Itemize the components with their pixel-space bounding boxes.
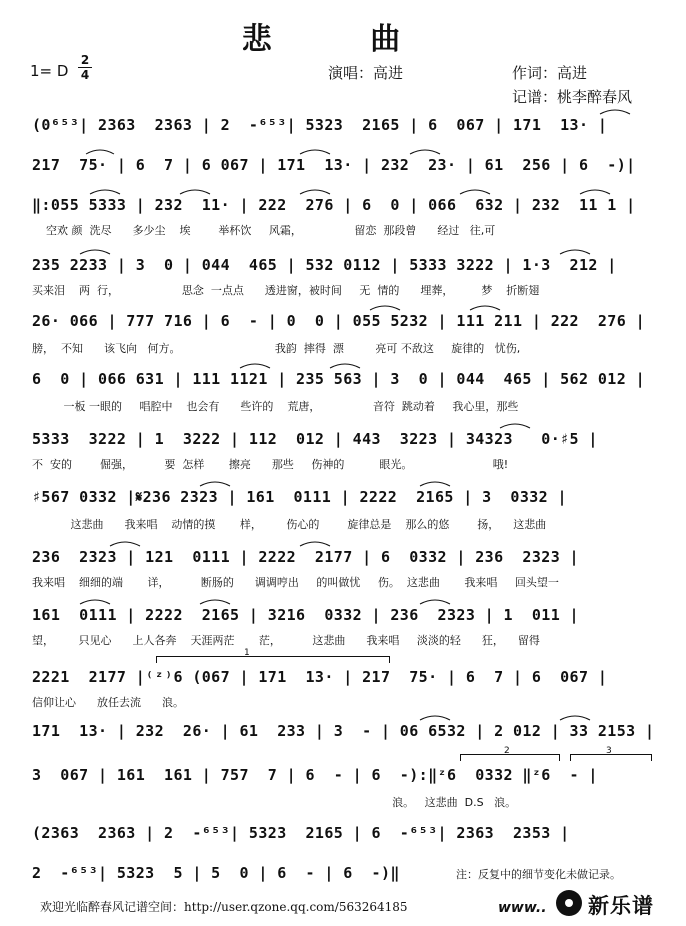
volta-label-1: 1	[244, 648, 250, 658]
lyric-row-11: 信仰让心 放任去流 浪。	[32, 696, 184, 709]
time-signature-top: 2	[80, 53, 90, 67]
slur	[300, 150, 330, 154]
logo-www: www..	[498, 900, 547, 916]
score-row-5: 26· 066 | 777 716 | 6 - | 0 0 | 055 5232 | 111 211 | 222 276 |	[32, 312, 645, 330]
slur	[180, 190, 210, 194]
score-row-2: 217 75· | 6 7 | 6 067 | 171 13· | 232 23· | 61 256 | 6 -)|	[32, 156, 636, 174]
website-notice: 欢迎光临醉春风记谱空间：http://user.qzone.qq.com/563264185	[40, 900, 408, 914]
slur	[300, 542, 330, 546]
score-row-3: ‖:055 5333 | 232 11· | 222 276 | 6 0 | 066 632 | 232 11 1 |	[32, 196, 636, 214]
transcriber-credit: 记谱：桃李醉春风	[512, 88, 633, 106]
slur	[600, 110, 630, 114]
lyric-row-7: 不 安的 倔强， 要 怎样 擦亮 那些 伤神的 眼光。 哦!	[32, 458, 509, 471]
score-row-11: 2221 2177 |⁽ᶻ⁾6 (067 | 171 13· | 217 75· | 6 7 | 6 067 |	[32, 668, 608, 686]
slur	[370, 306, 400, 310]
slur	[80, 250, 110, 254]
score-row-6: 6 0 | 066 631 | 111 1121 | 235 563 | 3 0 | 044 465 | 562 012 |	[32, 370, 645, 388]
slur	[300, 190, 330, 194]
slur	[560, 716, 590, 720]
key-signature: 1= D	[30, 62, 69, 80]
score-row-14: (2363 2363 | 2 -⁶⁵³| 5323 2165 | 6 -⁶⁵³| 2363 2353 |	[32, 824, 570, 842]
lyric-row-9: 我来唱 细细的端 详， 断肠的 调调哼出 的叫做忧 伤。 这悲曲 我来唱 回头望一	[32, 576, 559, 589]
time-signature-bottom: 4	[80, 68, 90, 82]
score-row-4: 235 2233 | 3 0 | 044 465 | 532 0112 | 5333 3222 | 1·3 212 |	[32, 256, 617, 274]
logo-name: 新乐谱	[588, 894, 654, 918]
volta-label-3: 3	[606, 746, 612, 756]
page-title: 悲 曲	[241, 22, 445, 57]
score-row-7: 5333 3222 | 1 3222 | 112 012 | 443 3223 | 34323 0·♯5 |	[32, 430, 598, 448]
slur	[420, 600, 450, 604]
music-disc-icon	[556, 890, 582, 916]
lyric-row-6: 一板 一眼的 唱腔中 也会有 些许的 荒唐， 音符 跳动着 我心里，那些	[32, 400, 519, 413]
slur	[580, 190, 610, 194]
score-row-10: 161 0111 | 2222 2165 | 3216 0332 | 236 2323 | 1 011 |	[32, 606, 579, 624]
score-row-9: 236 2323 | 121 0111 | 2222 2177 | 6 0332 | 236 2323 |	[32, 548, 579, 566]
slur	[410, 150, 440, 154]
score-row-13: 3 067 | 161 161 | 757 7 | 6 - | 6 -):‖ᶻ6 0332 ‖ᶻ6 - |	[32, 766, 598, 784]
slur	[330, 364, 360, 368]
slur	[86, 150, 114, 154]
slur	[500, 424, 530, 428]
singer-credit: 演唱：高进	[328, 64, 404, 82]
site-logo	[498, 884, 684, 922]
lyric-row-3: 空欢 颜 洗尽 多少尘 埃 举杯饮 风霜， 留恋 那段曾 经过 往,可	[32, 224, 496, 237]
lyric-row-4: 买来泪 两 行， 思念 一点点 透进窗，被时间 无 情的 埋葬， 梦 折断翅	[32, 284, 540, 297]
lyric-row-13: 浪。 这悲曲 D.S 浪。	[32, 796, 517, 809]
slur	[90, 190, 120, 194]
lyricist-credit: 作词：高进	[512, 64, 588, 82]
slur	[460, 190, 490, 194]
slur	[80, 600, 110, 604]
lyric-row-8: 这悲曲 我来唱 动情的摸 样， 伤心的 旋律总是 那么的悠 扬， 这悲曲	[32, 518, 547, 531]
score-row-8: ♯567 0332 |𝄋236 2323 | 161 0111 | 2222 2165 | 3 0332 |	[32, 488, 567, 506]
slur	[420, 482, 450, 486]
slur	[240, 364, 270, 368]
lyric-row-5: 膀， 不知 该飞向 何方。 我韵 摔得 漂 亮可 不敌这 旋律的 忧伤,	[32, 342, 521, 355]
slur	[110, 542, 140, 546]
score-row-12: 171 13· | 232 26· | 61 233 | 3 - | 06 6532 | 2 012 | 33 2153 |	[32, 722, 655, 740]
slur	[470, 306, 500, 310]
slur	[200, 482, 230, 486]
score-row-15: 2 -⁶⁵³| 5323 5 | 5 0 | 6 - | 6 -)‖	[32, 864, 400, 882]
lyric-row-10: 望， 只见心 上人各奔 天涯两茫 茫， 这悲曲 我来唱 淡淡的轻 狂， 留得	[32, 634, 540, 647]
volta-label-2: 2	[504, 746, 510, 756]
slur	[560, 250, 590, 254]
slur	[420, 716, 450, 720]
score-row-1: (0⁶⁵³| 2363 2363 | 2 -⁶⁵³| 5323 2165 | 6 067 | 171 13· |	[32, 116, 608, 134]
repeat-remark: 注：反复中的细节变化未做记录。	[456, 868, 621, 881]
slur	[200, 600, 230, 604]
